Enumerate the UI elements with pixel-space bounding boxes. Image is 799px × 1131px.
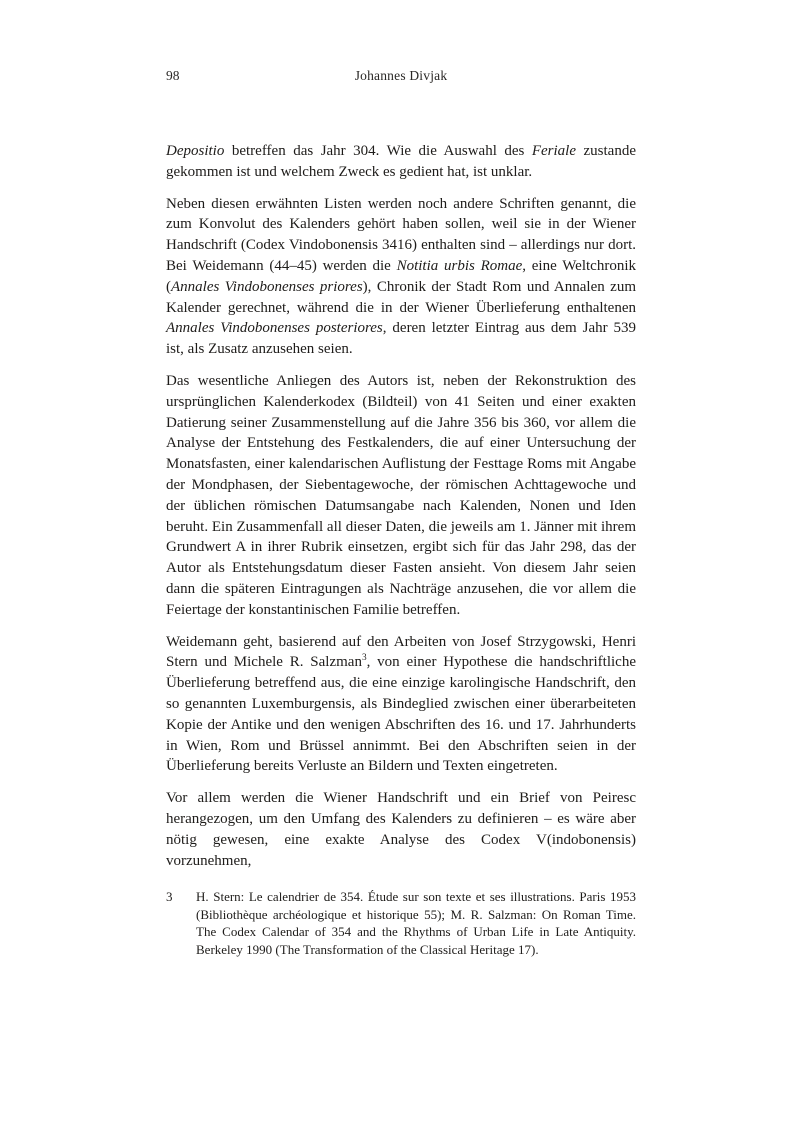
- body-text: [166, 141, 636, 871]
- paragraph: Das wesentliche Anliegen des Autors ist, neben der Rekonstruktion des ursprünglichen Kalenderkodex (Bildteil) von 41 Seiten und einer exakten Datierung seiner Zusammenstellung auf die Jahre 356 bis 360, vor allem die Analyse der Entstehung des Festkalenders, die auf einer Untersuchung der Monatsfasten, einer kalendarischen Auflistung der Festtage Roms mit Angabe der Mondphasen, der Siebentagewoche, der römischen Achttagewoche und der üblichen römischen Datumsangabe nach Kalenden, Nonen und Iden beruht. Ein Zusammenfall all dieser Daten, die jeweils am 1. Jänner mit ihrem Grundwert A in ihrer Rubrik einsetzen, ergibt sich für das Jahr 298, das der Autor als Entstehungsdatum dieser Fasten ansieht. Von diesem Jahr seien dann die späteren Eintragungen als Nachträge anzusehen, die vor allem die Feiertage der konstantinischen Familie betreffen.: [166, 372, 636, 618]
- footnotes-section: [166, 888, 636, 958]
- footnote-text: H. Stern: Le calendrier de 354. Étude sur son texte et ses illustrations. Paris 1953 (Bibliothèque archéologique et historique 55); M. R. Salzman: On Roman Time. The Codex Calendar of 354 and the Rhythms of Urban Life in Late Antiquity. Berkeley 1990 (The Transformation of the Classical Heritage 17).: [196, 889, 636, 957]
- page-number: 98: [166, 68, 180, 83]
- paragraph: Depositio betreffen das Jahr 304. Wie die Auswahl des Feriale zustande gekommen ist und welchem Zweck es gedient hat, ist unklar.: [166, 143, 636, 180]
- running-header: Johannes Divjak: [354, 68, 448, 83]
- footnote-number: 3: [166, 889, 173, 905]
- footnote: [166, 888, 636, 958]
- paragraph: Weidemann geht, basierend auf den Arbeiten von Josef Strzygowski, Henri Stern und Michele R. Salzman$^3$, von einer Hypothese die handschriftliche Überlieferung betreffend aus, die eine einzige karolingische Handschrift, den so genannten Luxemburgensis, als Bindeglied zwischen einer überarbeiteten Kopie der Antike und den wenigen Abschriften des 16. und 17. Jahrhunderts in Wien, Rom und Brüssel annimmt. Bei den Abschriften seien in der Überlieferung bereits Verluste an Bildern und Texten eingetreten.: [166, 633, 636, 775]
- paragraph: Vor allem werden die Wiener Handschrift und ein Brief von Peiresc herangezogen, um den Umfang des Kalenders zu definieren – es wäre aber nötig gewesen, eine exakte Analyse des Codex V(indobonensis) vorzunehmen,: [166, 790, 636, 869]
- page-header: [166, 68, 636, 84]
- paragraph: Neben diesen erwähnten Listen werden noch andere Schriften genannt, die zum Konvolut des Kalenders gehört haben sollen, weil sie in der Wiener Handschrift (Codex Vindobonensis 3416) enthalten sind – allerdings nur dort. Bei Weidemann (44–45) werden die Notitia urbis Romae, eine Weltchronik (Annales Vindobonenses priores), Chronik der Stadt Rom und Annalen zum Kalender gerechnet, während die in der Wiener Überlieferung enthaltenen Annales Vindobonenses posteriores, deren letzter Eintrag aus dem Jahr 539 ist, als Zusatz anzusehen seien.: [166, 195, 636, 358]
